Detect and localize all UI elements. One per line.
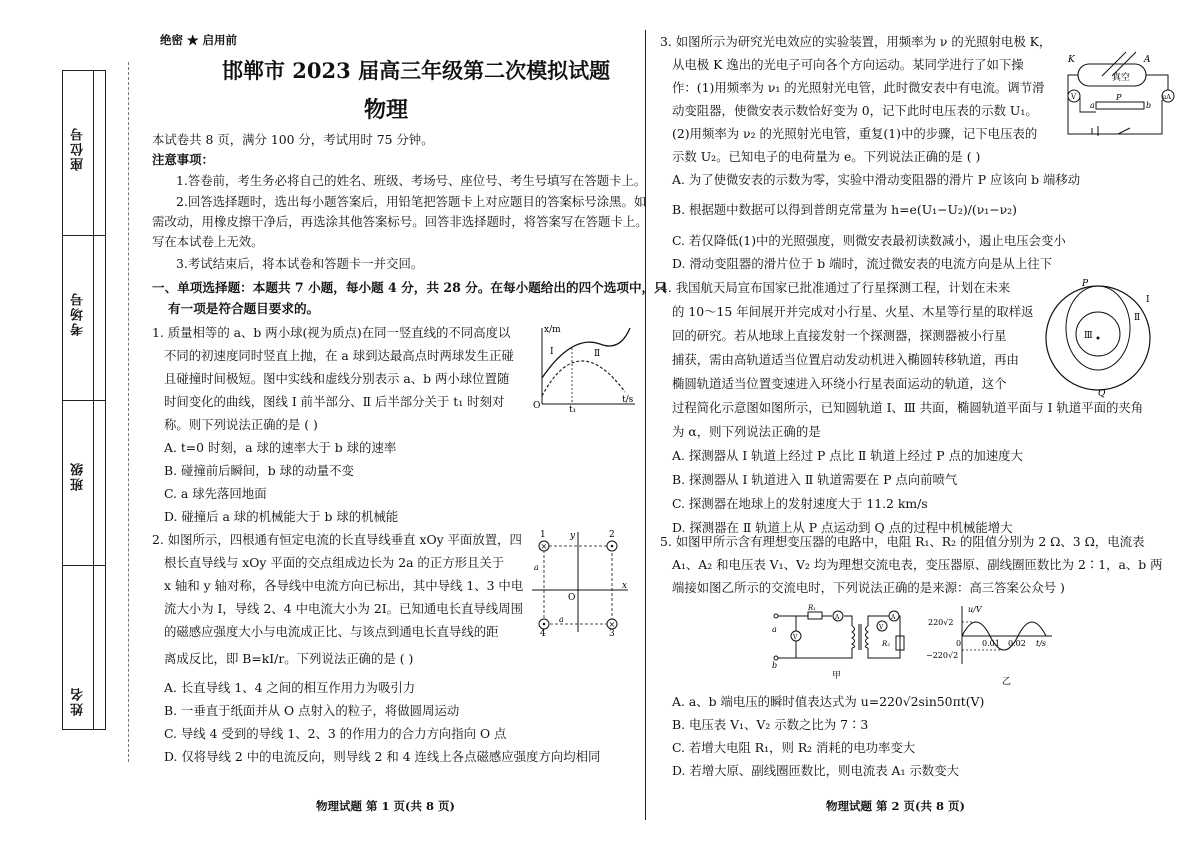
q5-label-jia: 甲 [832,671,842,681]
svg-text:A: A [891,614,896,621]
footer-right: 物理试题 第 2 页(共 8 页) [826,799,965,813]
q2-wire-4: 4 [540,629,546,636]
section-heading-2: 有一项是符合题目要求的。 [168,301,320,316]
q4-figure [1028,276,1168,400]
q5-figure-jia [770,602,910,682]
q3-vacuum: 真空 [1112,73,1131,83]
q4-line: 为 α，则下列说法正确的是 [672,424,821,439]
q4-option-d: D. 探测器在 Ⅱ 轨道上从 P 点运动到 Q 点的过程中机械能增大 [672,520,1013,535]
strip-label-seat: 座位号 [71,126,86,171]
strip-cell-name [63,566,105,729]
svg-text:A: A [835,614,840,621]
q2-option-a: A. 长直导线 1、4 之间的相互作用力为吸引力 [164,680,416,695]
q5-r1: R₁ [808,604,817,612]
q3-option-a: A. 为了使微安表的示数为零，实验中滑动变阻器的滑片 P 应该向 b 端移动 [672,172,1081,187]
q4-option-b: B. 探测器从 Ⅰ 轨道进入 Ⅱ 轨道需要在 P 点向前喷气 [672,472,958,487]
q2-y-axis: y [570,531,576,541]
q5-line: A₁、A₂ 和电压表 V₁、V₂ 均为理想交流电表，变压器原、副线圈匝数比为 2∶1，a、b 两 [672,557,1163,572]
section-heading: 一、单项选择题：本题共 7 小题，每小题 4 分，共 28 分。在每小题给出的四个选项中，只 [152,280,667,295]
q2-line: 2. 如图所示，四根通有恒定电流的长直导线垂直 xOy 平面放置，四 [152,532,522,547]
q3-line: 从电极 K 逸出的光电子可向各个方向运动。某同学进行了如下操 [672,57,1024,72]
q3-electrode-k: K [1068,55,1075,65]
q1-curve-1: Ⅰ [550,347,554,357]
svg-text:V: V [879,624,884,631]
exam-title: 邯郸市 2023 届高三年级第二次模拟试题 [222,58,611,83]
q3-electrode-a: A [1144,55,1151,65]
q5-t2: 0.02 [1008,639,1026,648]
notice-2: 2.回答选择题时，选出每小题答案后，用铅笔把答题卡上对应题目的答案标号涂黑。如 [176,194,647,209]
strip-cell-seat [63,71,105,236]
margin-strip [62,70,106,730]
q5-origin: 0 [956,639,962,648]
q1-option-a: A. t=0 时刻，a 球的速率大于 b 球的速率 [164,440,397,455]
q5-option-a: A. a、b 端电压的瞬时值表达式为 u=220√2sin50πt(V) [672,694,985,709]
q5-figure-yi [926,602,1056,688]
q1-ylabel: x/m [544,325,561,335]
strip-cell-room [63,236,105,401]
notice-2b: 需改动，用橡皮擦干净后，再选涂其他答案标号。回答非选择题时，将答案写在答题卡上。 [152,214,648,229]
q2-line: 的磁感应强度大小与电流成正比、与该点到通电长直导线的距 [164,624,499,639]
q1-option-d: D. 碰撞后 a 球的机械能大于 b 球的机械能 [164,509,399,524]
q5-option-d: D. 若增大原、副线圈匝数比，则电流表 A₁ 示数变大 [672,763,959,778]
q3-line: 示数 U₂。已知电子的电荷量为 e。下列说法正确的是 ( ) [672,149,981,164]
q5-terminal-a: a [772,625,777,634]
q5-line: 5. 如图甲所示含有理想变压器的电路中，电阻 R₁、R₂ 的阻值分别为 2 Ω、3 Ω，电流表 [660,534,1145,549]
q5-t1: 0.01 [982,639,1000,648]
footer-left: 物理试题 第 1 页(共 8 页) [316,799,455,813]
q2-figure [532,528,632,636]
q4-option-c: C. 探测器在地球上的发射速度大于 11.2 km/s [672,496,928,511]
q2-option-d: D. 仅将导线 2 中的电流反向，则导线 2 和 4 连线上各点磁感应强度方向均相同 [164,749,601,764]
q2-option-c: C. 导线 4 受到的导线 1、2、3 的作用力的合力方向指向 O 点 [164,726,507,741]
q4-point-q: Q [1098,389,1106,399]
q2-line: 根长直导线与 xOy 平面的交点组成边长为 2a 的正方形且关于 [164,555,505,570]
q4-line: 回的研究。若从地球上直接发射一个探测器，探测器被小行星 [672,328,1007,343]
q4-line: 过程简化示意图如图所示，已知圆轨道 Ⅰ、Ⅲ 共面，椭圆轨道平面与 Ⅰ 轨道平面的夹角 [672,400,1144,415]
q3-slider-p: P [1116,93,1122,102]
q2-line: 流大小为 I，导线 2、4 中电流大小为 2I。已知通电长直导线周围 [164,601,523,616]
q4-line: 捕获，需由高轨道适当位置启动发动机进入椭圆转移轨道，再由 [672,352,1019,367]
q1-figure [530,322,640,412]
q4-line: 的 10～15 年间展开并完成对小行星、火星、木星等行星的取样返 [672,304,1034,319]
q2-wire-1: 1 [540,530,546,540]
q3-end-a: a [1090,101,1095,110]
q1-line: 时间变化的曲线，图线 Ⅰ 前半部分、Ⅱ 后半部分关于 t₁ 时刻对 [164,394,505,409]
strip-label-class: 班级 [71,461,86,491]
q5-terminal-b: b [772,661,778,670]
page-divider [645,30,646,820]
q5-r2: R₂ [882,640,891,648]
q3-voltmeter: V [1071,93,1077,101]
q3-microammeter: μA [1162,93,1171,101]
q1-line: 不同的初速度同时竖直上抛，在 a 球到达最高点时两球发生正碰 [164,348,514,363]
q3-option-c: C. 若仅降低(1)中的光照强度，则微安表最初读数减小，遏止电压会变小 [672,233,1066,248]
q5-option-c: C. 若增大电阻 R₁，则 R₂ 消耗的电功率变大 [672,740,916,755]
intro-line: 本试卷共 8 页，满分 100 分，考试用时 75 分钟。 [152,132,434,147]
q1-option-b: B. 碰撞前后瞬间，b 球的动量不变 [164,463,354,478]
q2-x-axis: x [622,581,628,591]
q3-end-b: b [1146,101,1152,110]
notice-title: 注意事项： [152,152,214,167]
q2-line: 离成反比，即 B=kI/r。下列说法正确的是 ( ) [164,651,414,666]
q5-line: 端接如图乙所示的交流电时，下列说法正确的是来源：高三答案公众号 ) [672,580,1065,595]
q2-line: x 轴和 y 轴对称，各导线中电流方向已标出，其中导线 1、3 中电 [164,578,524,593]
q2-side-a: a [559,615,564,624]
q4-point-p: P [1082,279,1089,289]
q1-line: 1. 质量相等的 a、b 两小球(视为质点)在同一竖直线的不同高度以 [152,325,511,340]
svg-text:V: V [793,634,798,641]
secret-mark: 绝密 ★ 启用前 [160,33,238,47]
notice-2c: 写在本试卷上无效。 [152,234,264,249]
q2-origin: O [568,593,576,603]
q2-side-a: a [534,563,539,572]
svg-text:×: × [540,542,548,551]
strip-label-name: 姓名 [71,686,86,716]
notice-3: 3.考试结束后，将本试卷和答题卡一并交回。 [176,256,424,271]
q3-line: 3. 如图所示为研究光电效应的实验装置，用频率为 ν 的光照射电极 K， [660,34,1052,49]
notice-1: 1.答卷前，考生务必将自己的姓名、班级、考场号、座位号、考生号填写在答题卡上。 [176,173,647,188]
q2-wire-2: 2 [609,530,615,540]
q3-line: (2)用频率为 ν₂ 的光照射光电管，重复(1)中的步骤，记下电压表的 [672,126,1038,141]
q1-curve-2: Ⅱ [594,349,601,359]
strip-divider [93,71,94,729]
q4-orbit-3: Ⅲ [1084,331,1093,341]
q1-line: 且碰撞时间极短。图中实线和虚线分别表示 a、b 两小球位置随 [164,371,510,386]
q1-line: 称。则下列说法正确的是 ( ) [164,417,318,432]
q4-line: 4. 我国航天局宣布国家已批准通过了行星探测工程，计划在未来 [660,280,1011,295]
q4-option-a: A. 探测器从 Ⅰ 轨道上经过 P 点比 Ⅱ 轨道上经过 P 点的加速度大 [672,448,1023,463]
q5-ytop: 220√2 [928,618,954,627]
q4-line: 椭圆轨道适当位置变速进入环绕小行星表面运动的轨道，这个 [672,376,1007,391]
q5-u-label: u/V [968,605,982,614]
q2-option-b: B. 一垂直于纸面并从 O 点射入的粒子，将做圆周运动 [164,703,460,718]
q3-option-d: D. 滑动变阻器的滑片位于 b 端时，流过微安表的电流方向是从上往下 [672,256,1053,271]
svg-text:×: × [608,620,616,629]
q5-option-b: B. 电压表 V₁、V₂ 示数之比为 7∶3 [672,717,869,732]
subject-title: 物理 [364,97,409,123]
q3-line: 动变阻器，使微安表示数恰好变为 0，记下此时电压表的示数 U₁。 [672,103,1038,118]
q3-option-b: B. 根据题中数据可以得到普朗克常量为 h=e(U₁−U₂)/(ν₁−ν₂) [672,202,1017,217]
q1-option-c: C. a 球先落回地面 [164,486,267,501]
binding-line [128,62,129,762]
q3-line: 作：(1)用频率为 ν₁ 的光照射光电管，此时微安表中有电流。调节滑 [672,80,1045,95]
q4-orbit-2: Ⅱ [1134,313,1141,323]
strip-label-room: 考场号 [71,291,86,336]
q3-figure [1062,50,1180,158]
q4-orbit-1: Ⅰ [1146,295,1150,305]
q5-ybot: −220√2 [926,651,959,660]
q5-t-label: t/s [1036,639,1047,648]
q1-t1: t₁ [569,405,577,412]
strip-cell-class [63,401,105,566]
q2-wire-3: 3 [609,629,615,636]
q5-label-yi: 乙 [1002,677,1012,687]
q1-xlabel: t/s [622,395,634,405]
q1-origin: O [533,401,541,411]
